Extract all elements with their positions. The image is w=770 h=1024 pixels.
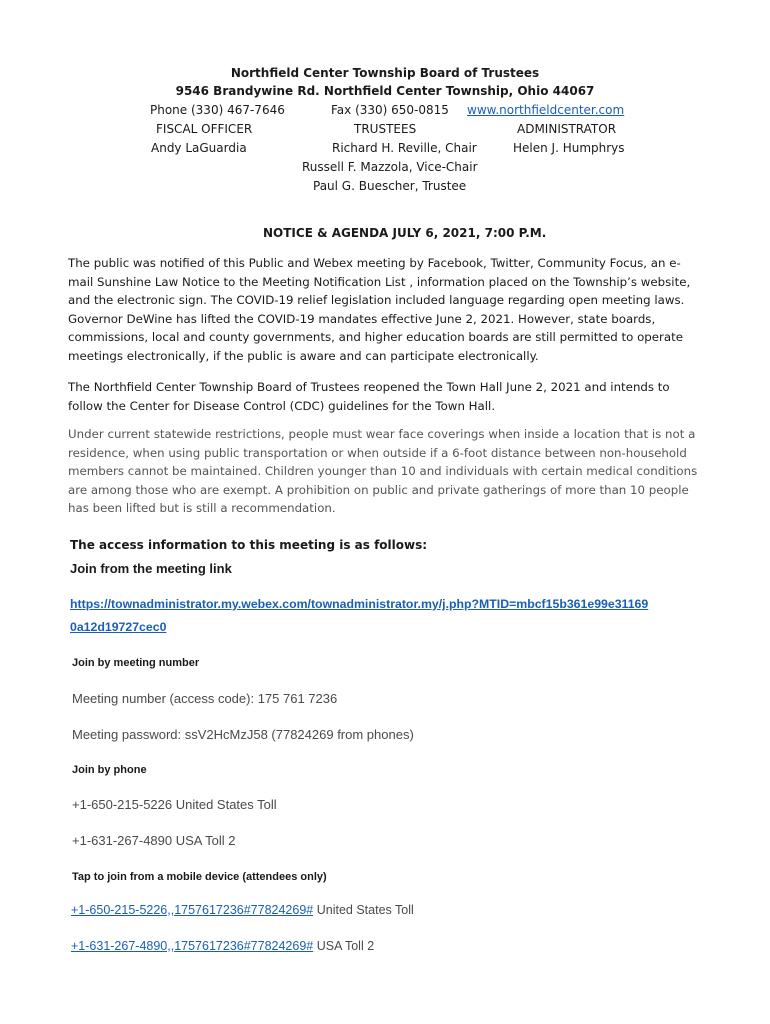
join-phone-heading: Join by phone	[72, 764, 147, 776]
town-hall-paragraph: The Northfield Center Township Board of Trustees reopened the Town Hall June 2, 2021 and intends to follow the Center for Disease Control (CDC) guidelines for the Town Hall.	[68, 380, 670, 413]
mobile-join-heading: Tap to join from a mobile device (attendees only)	[72, 871, 327, 883]
trustee-member: Paul G. Buescher, Trustee	[313, 179, 467, 193]
access-intro: The access information to this meeting is as follows:	[70, 538, 428, 552]
phone-toll-us: +1-650-215-5226 United States Toll	[72, 797, 277, 812]
meeting-number: Meeting number (access code): 175 761 7236	[72, 691, 338, 706]
administrator-title: ADMINISTRATOR	[517, 122, 617, 136]
fiscal-officer-title: FISCAL OFFICER	[156, 122, 253, 136]
phone-toll-2: +1-631-267-4890 USA Toll 2	[72, 833, 236, 848]
mobile-join-row-2	[71, 939, 374, 953]
meeting-link-line2[interactable]: 0a12d19727cec0	[70, 620, 167, 634]
administrator-name: Helen J. Humphrys	[513, 141, 625, 155]
meeting-link-line1[interactable]: https://townadministrator.my.webex.com/townadministrator.my/j.php?MTID=mbcf15b361e99e31169	[70, 597, 649, 611]
mobile-link-toll2[interactable]: +1-631-267-4890,,1757617236#77824269#	[71, 939, 314, 953]
meeting-password: Meeting password: ssV2HcMzJ58 (77824269 from phones)	[72, 727, 414, 742]
mobile-label-us: United States Toll	[313, 903, 414, 917]
website-link[interactable]: www.northfieldcenter.com	[467, 103, 625, 117]
mobile-join-row-1	[71, 903, 414, 917]
join-link-heading: Join from the meeting link	[70, 561, 232, 576]
trustee-vice-chair: Russell F. Mazzola, Vice-Chair	[302, 160, 478, 174]
phone-number: Phone (330) 467-7646	[150, 103, 285, 117]
fiscal-officer-name: Andy LaGuardia	[151, 141, 247, 155]
mobile-link-us[interactable]: +1-650-215-5226,,1757617236#77824269#	[71, 903, 314, 917]
trustees-title: TRUSTEES	[354, 122, 417, 136]
fax-number: Fax (330) 650-0815	[331, 103, 449, 117]
join-number-heading: Join by meeting number	[72, 657, 200, 669]
trustee-chair: Richard H. Reville, Chair	[332, 141, 477, 155]
notification-paragraph: The public was notified of this Public and Webex meeting by Facebook, Twitter, Community Focus, an e-mail Sunshine Law Notice to the Meeting Notification List , information placed on the Township’s website, and the electronic sign. The COVID-19 relief legislation included language regarding open meeting laws. Governor DeWine has lifted the COVID-19 mandates effective June 2, 2021. However, state boards, commissions, local and county governments, and higher education boards are still permitted to operate meetings electronically, if the public is aware and can participate electronically.	[68, 256, 691, 363]
org-name: Northfield Center Township Board of Trustees	[230, 66, 540, 80]
org-address: 9546 Brandywine Rd. Northfield Center Township, Ohio 44067	[175, 84, 595, 98]
mobile-label-toll2: USA Toll 2	[313, 939, 375, 953]
restrictions-paragraph: Under current statewide restrictions, people must wear face coverings when inside a location that is not a residence, when using public transportation or when outside if a 6-foot distance between non-household members cannot be maintained. Children younger than 10 and individuals with certain medical conditions are among those who are exempt. A prohibition on public and private gatherings of more than 10 people has been lifted but is still a recommendation.	[68, 427, 698, 516]
notice-title: NOTICE & AGENDA JULY 6, 2021, 7:00 P.M.	[263, 226, 547, 240]
